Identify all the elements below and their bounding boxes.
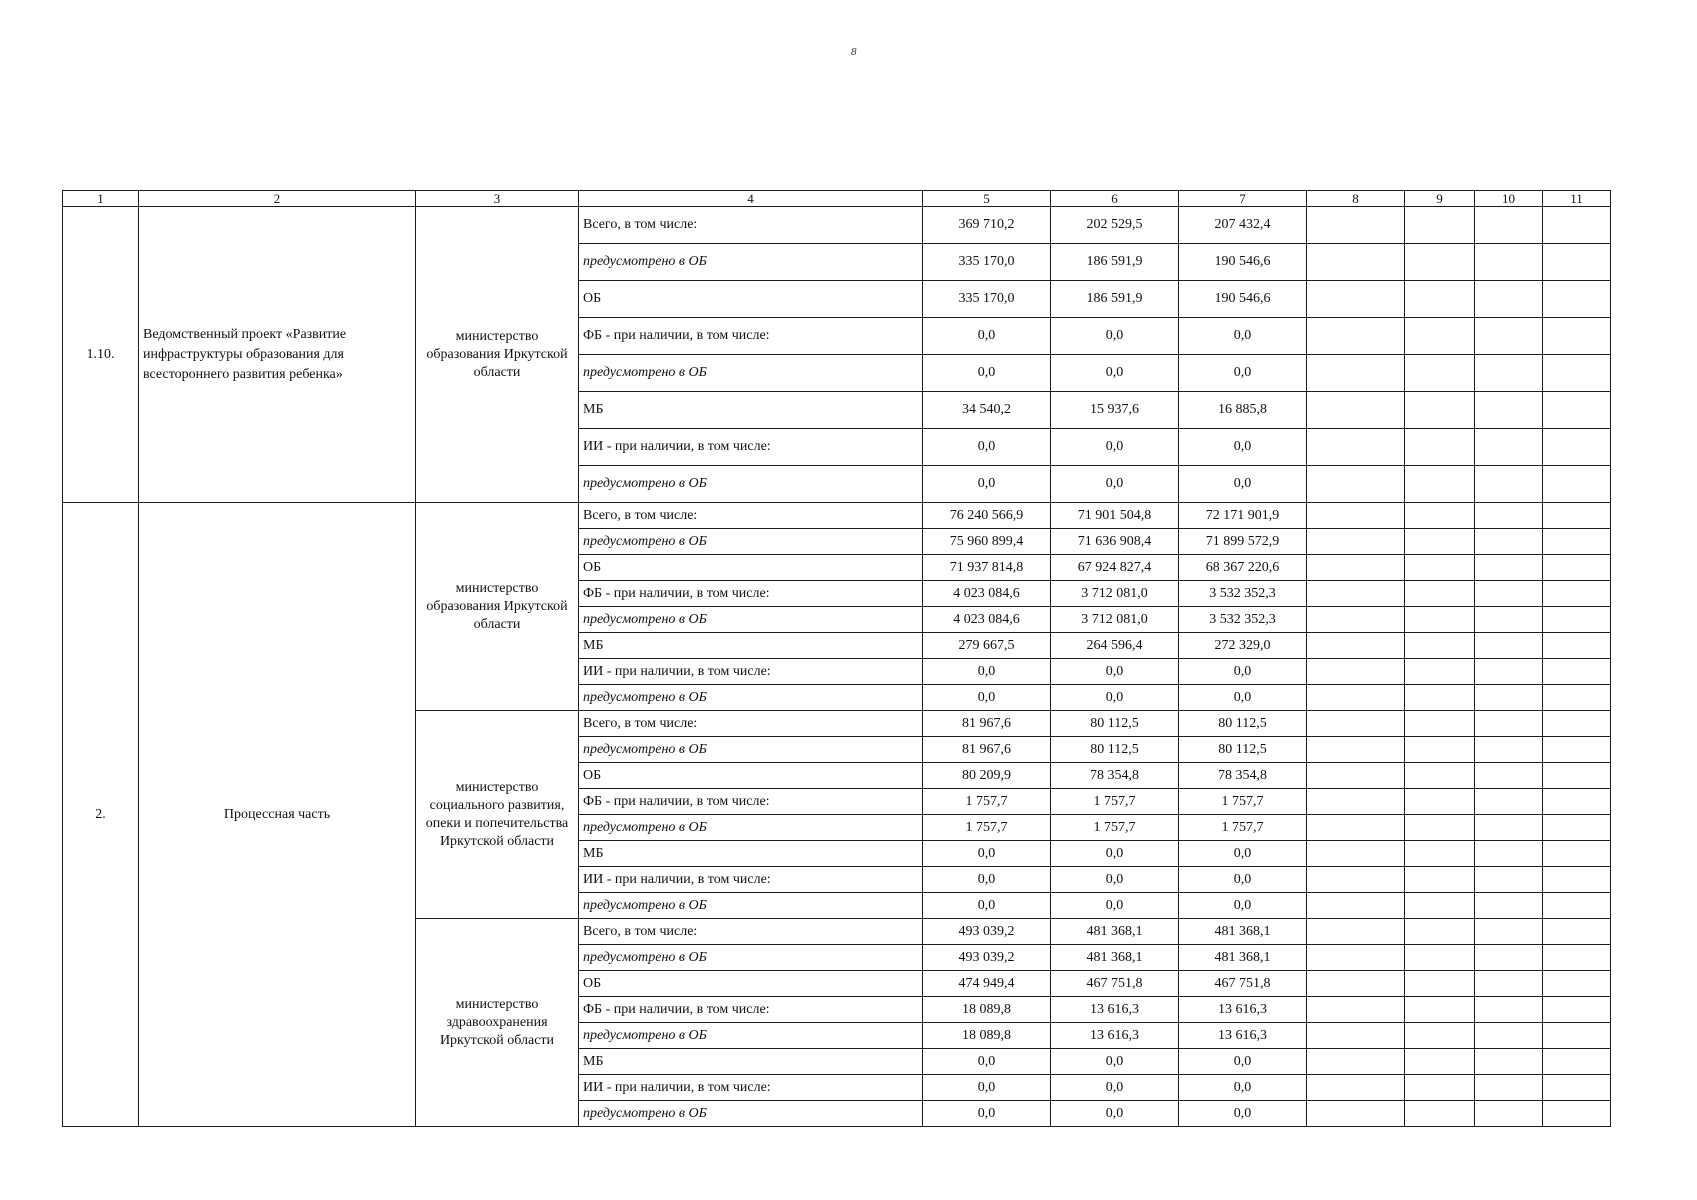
empty-cell (1405, 607, 1475, 633)
empty-cell (1475, 529, 1543, 555)
funding-source: ФБ - при наличии, в том числе: (579, 789, 923, 815)
amount-cell: 18 089,8 (923, 997, 1051, 1023)
empty-cell (1307, 737, 1405, 763)
empty-cell (1475, 429, 1543, 466)
amount-cell: 0,0 (1051, 429, 1179, 466)
empty-cell (1475, 581, 1543, 607)
empty-cell (1307, 659, 1405, 685)
empty-cell (1543, 429, 1611, 466)
amount-cell: 0,0 (1051, 659, 1179, 685)
empty-cell (1405, 529, 1475, 555)
empty-cell (1543, 919, 1611, 945)
empty-cell (1543, 1075, 1611, 1101)
amount-cell: 0,0 (1051, 1101, 1179, 1127)
executor-name: министерство социального развития, опеки и попечительства Иркутской области (416, 711, 579, 919)
empty-cell (1307, 281, 1405, 318)
funding-source: ОБ (579, 971, 923, 997)
amount-cell: 3 712 081,0 (1051, 581, 1179, 607)
empty-cell (1475, 503, 1543, 529)
funding-source: предусмотрено в ОБ (579, 945, 923, 971)
empty-cell (1543, 633, 1611, 659)
empty-cell (1543, 355, 1611, 392)
amount-cell: 207 432,4 (1179, 207, 1307, 244)
amount-cell: 80 112,5 (1179, 711, 1307, 737)
amount-cell: 1 757,7 (1179, 789, 1307, 815)
amount-cell: 18 089,8 (923, 1023, 1051, 1049)
empty-cell (1475, 789, 1543, 815)
empty-cell (1307, 392, 1405, 429)
amount-cell: 493 039,2 (923, 945, 1051, 971)
amount-cell: 264 596,4 (1051, 633, 1179, 659)
budget-table (62, 190, 1611, 1127)
empty-cell (1543, 685, 1611, 711)
amount-cell: 0,0 (1179, 893, 1307, 919)
empty-cell (1405, 318, 1475, 355)
funding-source: МБ (579, 841, 923, 867)
empty-cell (1543, 737, 1611, 763)
page-mark: 8 (851, 46, 857, 58)
funding-source: ИИ - при наличии, в том числе: (579, 659, 923, 685)
amount-cell: 0,0 (923, 867, 1051, 893)
executor-name: министерство образования Иркутской области (416, 207, 579, 503)
col-header: 8 (1307, 191, 1405, 207)
empty-cell (1475, 815, 1543, 841)
col-header: 1 (63, 191, 139, 207)
empty-cell (1405, 581, 1475, 607)
empty-cell (1543, 1101, 1611, 1127)
project-name: Ведомственный проект «Развитие инфраструктуры образования для всестороннего развития ребенка» (139, 207, 416, 503)
empty-cell (1405, 789, 1475, 815)
amount-cell: 0,0 (923, 1101, 1051, 1127)
empty-cell (1543, 281, 1611, 318)
amount-cell: 1 757,7 (923, 815, 1051, 841)
empty-cell (1307, 581, 1405, 607)
empty-cell (1307, 919, 1405, 945)
empty-cell (1475, 971, 1543, 997)
amount-cell: 78 354,8 (1051, 763, 1179, 789)
funding-source: Всего, в том числе: (579, 503, 923, 529)
empty-cell (1405, 281, 1475, 318)
empty-cell (1543, 763, 1611, 789)
amount-cell: 0,0 (923, 1049, 1051, 1075)
empty-cell (1543, 893, 1611, 919)
amount-cell: 474 949,4 (923, 971, 1051, 997)
empty-cell (1475, 1049, 1543, 1075)
amount-cell: 493 039,2 (923, 919, 1051, 945)
amount-cell: 0,0 (1051, 355, 1179, 392)
amount-cell: 0,0 (923, 318, 1051, 355)
amount-cell: 71 901 504,8 (1051, 503, 1179, 529)
amount-cell: 13 616,3 (1051, 997, 1179, 1023)
funding-source: предусмотрено в ОБ (579, 685, 923, 711)
col-header: 9 (1405, 191, 1475, 207)
amount-cell: 335 170,0 (923, 281, 1051, 318)
empty-cell (1543, 971, 1611, 997)
funding-source: предусмотрено в ОБ (579, 355, 923, 392)
empty-cell (1307, 815, 1405, 841)
amount-cell: 4 023 084,6 (923, 607, 1051, 633)
amount-cell: 76 240 566,9 (923, 503, 1051, 529)
empty-cell (1307, 318, 1405, 355)
empty-cell (1307, 945, 1405, 971)
amount-cell: 1 757,7 (1051, 789, 1179, 815)
empty-cell (1307, 466, 1405, 503)
amount-cell: 67 924 827,4 (1051, 555, 1179, 581)
amount-cell: 0,0 (923, 1075, 1051, 1101)
amount-cell: 71 899 572,9 (1179, 529, 1307, 555)
funding-source: МБ (579, 392, 923, 429)
empty-cell (1307, 207, 1405, 244)
empty-cell (1543, 244, 1611, 281)
empty-cell (1475, 1101, 1543, 1127)
funding-source: предусмотрено в ОБ (579, 529, 923, 555)
amount-cell: 0,0 (1179, 466, 1307, 503)
empty-cell (1405, 893, 1475, 919)
empty-cell (1475, 945, 1543, 971)
empty-cell (1307, 529, 1405, 555)
empty-cell (1307, 1049, 1405, 1075)
col-header: 10 (1475, 191, 1543, 207)
amount-cell: 190 546,6 (1179, 281, 1307, 318)
empty-cell (1405, 466, 1475, 503)
empty-cell (1475, 355, 1543, 392)
amount-cell: 0,0 (1179, 659, 1307, 685)
amount-cell: 0,0 (1051, 867, 1179, 893)
empty-cell (1405, 1023, 1475, 1049)
empty-cell (1475, 997, 1543, 1023)
empty-cell (1475, 763, 1543, 789)
empty-cell (1405, 685, 1475, 711)
empty-cell (1543, 789, 1611, 815)
empty-cell (1475, 1023, 1543, 1049)
amount-cell: 0,0 (1051, 685, 1179, 711)
funding-source: предусмотрено в ОБ (579, 1023, 923, 1049)
col-header: 5 (923, 191, 1051, 207)
amount-cell: 68 367 220,6 (1179, 555, 1307, 581)
amount-cell: 15 937,6 (1051, 392, 1179, 429)
empty-cell (1475, 893, 1543, 919)
amount-cell: 0,0 (1179, 841, 1307, 867)
funding-source: ОБ (579, 281, 923, 318)
amount-cell: 0,0 (923, 841, 1051, 867)
col-header: 2 (139, 191, 416, 207)
amount-cell: 13 616,3 (1179, 997, 1307, 1023)
empty-cell (1475, 867, 1543, 893)
funding-source: предусмотрено в ОБ (579, 244, 923, 281)
empty-cell (1543, 997, 1611, 1023)
empty-cell (1475, 281, 1543, 318)
amount-cell: 1 757,7 (1051, 815, 1179, 841)
empty-cell (1543, 711, 1611, 737)
empty-cell (1405, 659, 1475, 685)
empty-cell (1543, 503, 1611, 529)
amount-cell: 3 532 352,3 (1179, 607, 1307, 633)
empty-cell (1405, 815, 1475, 841)
funding-source: ФБ - при наличии, в том числе: (579, 997, 923, 1023)
empty-cell (1543, 815, 1611, 841)
funding-source: МБ (579, 633, 923, 659)
col-header: 6 (1051, 191, 1179, 207)
empty-cell (1475, 1075, 1543, 1101)
empty-cell (1405, 1075, 1475, 1101)
empty-cell (1475, 607, 1543, 633)
empty-cell (1543, 581, 1611, 607)
row-number: 1.10. (63, 207, 139, 503)
empty-cell (1475, 633, 1543, 659)
empty-cell (1475, 244, 1543, 281)
amount-cell: 279 667,5 (923, 633, 1051, 659)
funding-source: ОБ (579, 555, 923, 581)
funding-source: ИИ - при наличии, в том числе: (579, 429, 923, 466)
amount-cell: 3 712 081,0 (1051, 607, 1179, 633)
amount-cell: 80 112,5 (1051, 737, 1179, 763)
funding-source: Всего, в том числе: (579, 711, 923, 737)
amount-cell: 0,0 (1179, 429, 1307, 466)
amount-cell: 0,0 (923, 659, 1051, 685)
amount-cell: 0,0 (923, 893, 1051, 919)
empty-cell (1307, 1075, 1405, 1101)
empty-cell (1307, 607, 1405, 633)
empty-cell (1475, 659, 1543, 685)
funding-source: предусмотрено в ОБ (579, 815, 923, 841)
empty-cell (1307, 841, 1405, 867)
amount-cell: 0,0 (1179, 1101, 1307, 1127)
funding-source: ФБ - при наличии, в том числе: (579, 581, 923, 607)
empty-cell (1543, 945, 1611, 971)
amount-cell: 335 170,0 (923, 244, 1051, 281)
header-row (63, 191, 1611, 207)
amount-cell: 71 937 814,8 (923, 555, 1051, 581)
empty-cell (1307, 355, 1405, 392)
col-header: 11 (1543, 191, 1611, 207)
funding-source: Всего, в том числе: (579, 919, 923, 945)
empty-cell (1475, 318, 1543, 355)
empty-cell (1475, 555, 1543, 581)
col-header: 7 (1179, 191, 1307, 207)
empty-cell (1543, 318, 1611, 355)
empty-cell (1405, 945, 1475, 971)
empty-cell (1307, 429, 1405, 466)
table-body (63, 207, 1611, 1127)
empty-cell (1307, 867, 1405, 893)
amount-cell: 0,0 (923, 355, 1051, 392)
empty-cell (1543, 659, 1611, 685)
funding-source: предусмотрено в ОБ (579, 466, 923, 503)
empty-cell (1543, 1049, 1611, 1075)
amount-cell: 0,0 (1179, 318, 1307, 355)
empty-cell (1307, 244, 1405, 281)
amount-cell: 0,0 (923, 429, 1051, 466)
project-name: Процессная часть (139, 503, 416, 1127)
empty-cell (1307, 789, 1405, 815)
amount-cell: 4 023 084,6 (923, 581, 1051, 607)
executor-name: министерство здравоохранения Иркутской области (416, 919, 579, 1127)
empty-cell (1307, 1101, 1405, 1127)
row-number: 2. (63, 503, 139, 1127)
amount-cell: 467 751,8 (1179, 971, 1307, 997)
empty-cell (1307, 893, 1405, 919)
empty-cell (1307, 971, 1405, 997)
empty-cell (1405, 555, 1475, 581)
empty-cell (1307, 685, 1405, 711)
empty-cell (1405, 503, 1475, 529)
empty-cell (1543, 466, 1611, 503)
funding-source: предусмотрено в ОБ (579, 737, 923, 763)
empty-cell (1405, 633, 1475, 659)
amount-cell: 272 329,0 (1179, 633, 1307, 659)
empty-cell (1543, 1023, 1611, 1049)
col-header: 4 (579, 191, 923, 207)
amount-cell: 0,0 (923, 466, 1051, 503)
empty-cell (1307, 555, 1405, 581)
amount-cell: 202 529,5 (1051, 207, 1179, 244)
amount-cell: 78 354,8 (1179, 763, 1307, 789)
empty-cell (1405, 867, 1475, 893)
amount-cell: 369 710,2 (923, 207, 1051, 244)
funding-source: Всего, в том числе: (579, 207, 923, 244)
amount-cell: 71 636 908,4 (1051, 529, 1179, 555)
empty-cell (1307, 711, 1405, 737)
amount-cell: 186 591,9 (1051, 244, 1179, 281)
amount-cell: 16 885,8 (1179, 392, 1307, 429)
amount-cell: 80 209,9 (923, 763, 1051, 789)
amount-cell: 13 616,3 (1051, 1023, 1179, 1049)
amount-cell: 34 540,2 (923, 392, 1051, 429)
empty-cell (1405, 392, 1475, 429)
empty-cell (1543, 555, 1611, 581)
amount-cell: 0,0 (1179, 685, 1307, 711)
amount-cell: 3 532 352,3 (1179, 581, 1307, 607)
empty-cell (1543, 207, 1611, 244)
amount-cell: 1 757,7 (1179, 815, 1307, 841)
amount-cell: 75 960 899,4 (923, 529, 1051, 555)
funding-source: предусмотрено в ОБ (579, 607, 923, 633)
amount-cell: 0,0 (1051, 893, 1179, 919)
empty-cell (1405, 244, 1475, 281)
empty-cell (1475, 919, 1543, 945)
empty-cell (1543, 529, 1611, 555)
table-row (63, 503, 1611, 529)
empty-cell (1405, 841, 1475, 867)
empty-cell (1475, 737, 1543, 763)
executor-name: министерство образования Иркутской области (416, 503, 579, 711)
empty-cell (1475, 685, 1543, 711)
empty-cell (1475, 841, 1543, 867)
funding-source: ОБ (579, 763, 923, 789)
amount-cell: 0,0 (1051, 466, 1179, 503)
table-row (63, 207, 1611, 244)
amount-cell: 190 546,6 (1179, 244, 1307, 281)
funding-source: ИИ - при наличии, в том числе: (579, 867, 923, 893)
empty-cell (1543, 841, 1611, 867)
empty-cell (1405, 711, 1475, 737)
empty-cell (1307, 763, 1405, 789)
amount-cell: 186 591,9 (1051, 281, 1179, 318)
empty-cell (1307, 633, 1405, 659)
funding-source: МБ (579, 1049, 923, 1075)
empty-cell (1543, 607, 1611, 633)
amount-cell: 0,0 (1051, 841, 1179, 867)
amount-cell: 80 112,5 (1179, 737, 1307, 763)
amount-cell: 13 616,3 (1179, 1023, 1307, 1049)
col-header: 3 (416, 191, 579, 207)
amount-cell: 0,0 (1179, 1049, 1307, 1075)
empty-cell (1405, 355, 1475, 392)
empty-cell (1405, 1101, 1475, 1127)
empty-cell (1307, 1023, 1405, 1049)
amount-cell: 467 751,8 (1051, 971, 1179, 997)
amount-cell: 481 368,1 (1179, 945, 1307, 971)
empty-cell (1307, 997, 1405, 1023)
funding-source: ФБ - при наличии, в том числе: (579, 318, 923, 355)
empty-cell (1405, 429, 1475, 466)
empty-cell (1405, 207, 1475, 244)
amount-cell: 0,0 (923, 685, 1051, 711)
amount-cell: 0,0 (1179, 867, 1307, 893)
amount-cell: 0,0 (1051, 1049, 1179, 1075)
empty-cell (1405, 919, 1475, 945)
amount-cell: 81 967,6 (923, 737, 1051, 763)
empty-cell (1475, 392, 1543, 429)
empty-cell (1475, 711, 1543, 737)
amount-cell: 72 171 901,9 (1179, 503, 1307, 529)
empty-cell (1405, 997, 1475, 1023)
amount-cell: 80 112,5 (1051, 711, 1179, 737)
funding-source: предусмотрено в ОБ (579, 893, 923, 919)
empty-cell (1405, 737, 1475, 763)
empty-cell (1543, 392, 1611, 429)
empty-cell (1475, 207, 1543, 244)
amount-cell: 1 757,7 (923, 789, 1051, 815)
funding-source: предусмотрено в ОБ (579, 1101, 923, 1127)
amount-cell: 481 368,1 (1051, 945, 1179, 971)
empty-cell (1405, 971, 1475, 997)
amount-cell: 0,0 (1051, 1075, 1179, 1101)
amount-cell: 0,0 (1051, 318, 1179, 355)
empty-cell (1405, 1049, 1475, 1075)
empty-cell (1543, 867, 1611, 893)
empty-cell (1475, 466, 1543, 503)
amount-cell: 0,0 (1179, 1075, 1307, 1101)
amount-cell: 81 967,6 (923, 711, 1051, 737)
amount-cell: 481 368,1 (1179, 919, 1307, 945)
amount-cell: 481 368,1 (1051, 919, 1179, 945)
funding-source: ИИ - при наличии, в том числе: (579, 1075, 923, 1101)
amount-cell: 0,0 (1179, 355, 1307, 392)
empty-cell (1307, 503, 1405, 529)
empty-cell (1405, 763, 1475, 789)
